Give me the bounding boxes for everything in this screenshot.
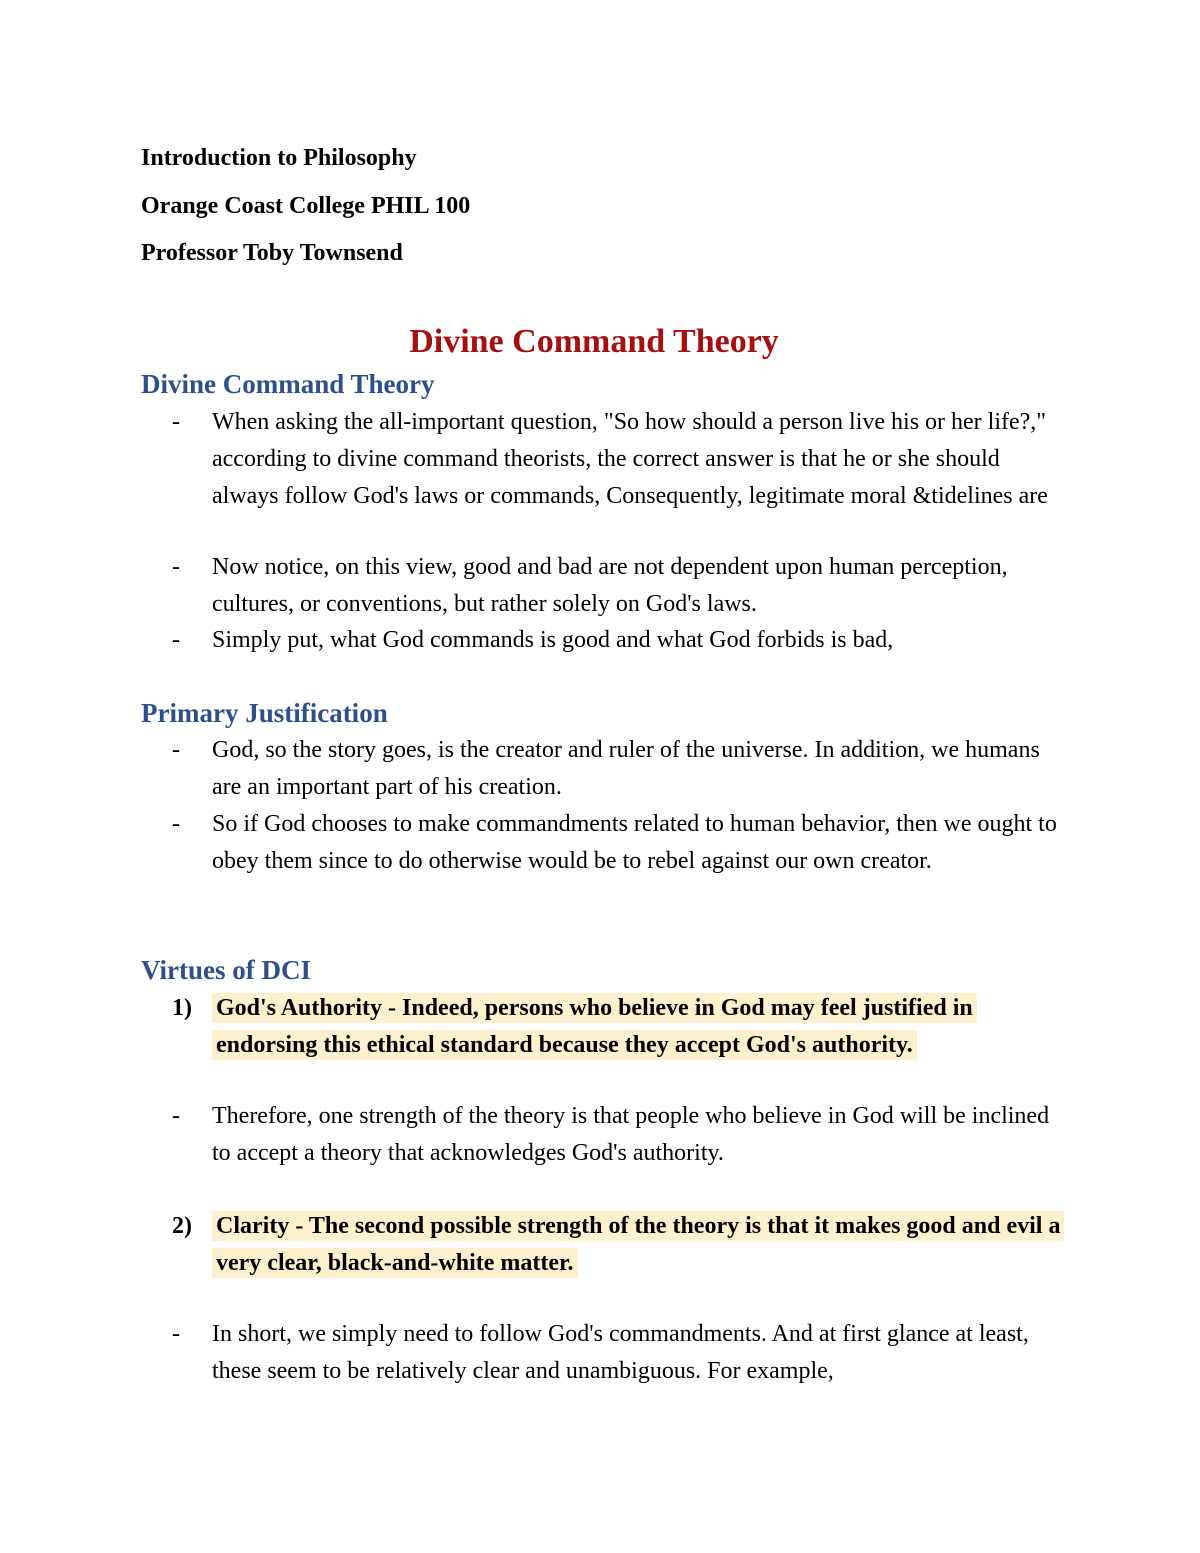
list-item-text: God, so the story goes, is the creator and ruler of the universe. In addition, we humans are an important part of his creation. <box>212 737 1040 800</box>
list-item-text: In short, we simply need to follow God's commandments. And at first glance at least, these seem to be relatively clear and unambiguous. For example, <box>212 1321 1029 1384</box>
bullet-marker: - <box>172 737 180 763</box>
list-item <box>172 732 1072 806</box>
numbered-item <box>172 1208 1072 1282</box>
highlighted-text: God's Authority - Indeed, persons who believe in God may feel justified in endorsing this ethical standard because they accept God's authority. <box>212 993 977 1060</box>
list-item-text: Simply put, what God commands is good and what God forbids is bad, <box>212 627 894 653</box>
section-heading-primary-justification: Primary Justification <box>141 698 388 728</box>
section-heading-divine-command-theory: Divine Command Theory <box>141 369 435 399</box>
numbered-item-text <box>212 990 1072 1064</box>
bullet-marker: - <box>172 627 180 653</box>
list-item <box>172 1316 1072 1390</box>
list-item <box>172 622 1072 659</box>
number-marker: 1) <box>172 995 192 1021</box>
bullet-marker: - <box>172 1321 180 1347</box>
number-marker: 2) <box>172 1213 192 1239</box>
list-item <box>172 806 1072 880</box>
list-item <box>172 404 1072 515</box>
professor-name: Professor Toby Townsend <box>141 240 403 266</box>
highlighted-text: Clarity - The second possible strength of the theory is that it makes good and evil a very clear, black-and-white matter. <box>212 1211 1064 1278</box>
numbered-item-text <box>212 1208 1072 1282</box>
list-item <box>172 549 1072 623</box>
bullet-marker: - <box>172 1103 180 1129</box>
document-title: Divine Command Theory <box>409 323 779 360</box>
list-item-text: When asking the all-important question, "So how should a person live his or her life?," according to divine command theorists, the correct answer is that he or she should always follow God's laws or commands, Consequently, legitimate moral &tidelines are <box>212 409 1048 509</box>
bullet-marker: - <box>172 554 180 580</box>
college-course-code: Orange Coast College PHIL 100 <box>141 193 471 219</box>
bullet-marker: - <box>172 409 180 435</box>
list-item-text: Therefore, one strength of the theory is that people who believe in God will be inclined to accept a theory that acknowledges God's authority. <box>212 1103 1050 1166</box>
numbered-item <box>172 990 1072 1064</box>
course-name: Introduction to Philosophy <box>141 145 417 171</box>
section-heading-virtues: Virtues of DCI <box>141 955 311 985</box>
list-item <box>172 1098 1072 1172</box>
bullet-marker: - <box>172 811 180 837</box>
list-item-text: Now notice, on this view, good and bad are not dependent upon human perception, cultures, or conventions, but rather solely on God's laws. <box>212 554 1008 617</box>
list-item-text: So if God chooses to make commandments related to human behavior, then we ought to obey them since to do otherwise would be to rebel against our own creator. <box>212 811 1057 874</box>
